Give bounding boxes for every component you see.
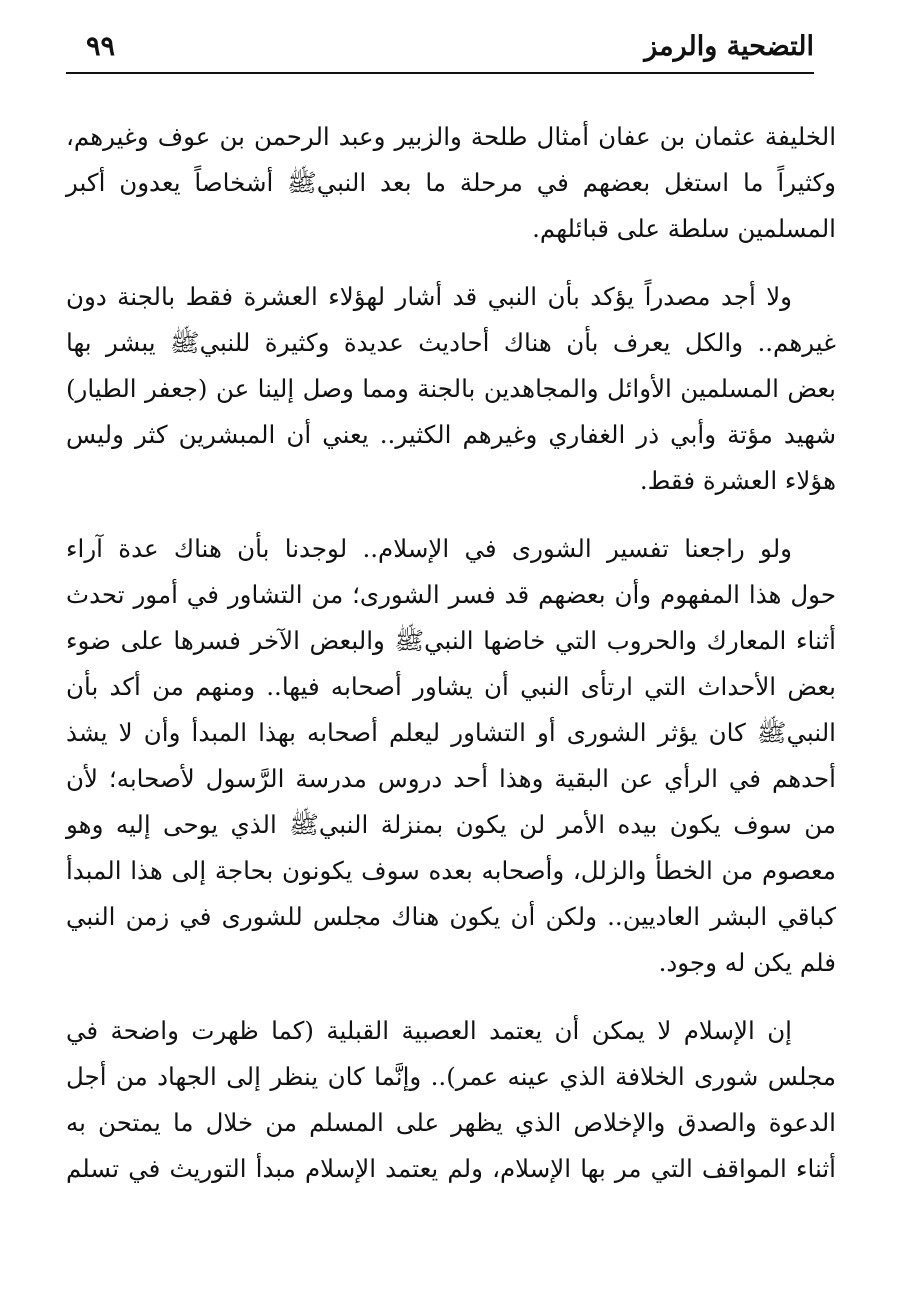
text-line: ولو راجعنا تفسير الشورى في الإسلام.. لوجدنا بأن هناك عدة آراء bbox=[66, 534, 792, 563]
running-header bbox=[66, 28, 814, 74]
text-line: كباقي البشر العاديين.. ولكن أن يكون هناك مجلس للشورى في زمن النبي bbox=[66, 902, 836, 931]
text-line: من سوف يكون بيده الأمر لن يكون بمنزلة النبيﷺ الذي يوحى إليه وهو bbox=[66, 810, 836, 839]
text-line: النبيﷺ كان يؤثر الشورى أو التشاور ليعلم أصحابه بهذا المبدأ وأن لا يشذ bbox=[66, 718, 836, 747]
page-number: ٩٩ bbox=[86, 31, 116, 62]
text-line: أثناء المواقف التي مر بها الإسلام، ولم يعتمد الإسلام مبدأ التوريث في تسلم bbox=[66, 1154, 836, 1183]
body-text bbox=[66, 114, 836, 1214]
paragraph-3 bbox=[66, 526, 836, 986]
paragraph-4 bbox=[66, 1008, 836, 1192]
chapter-title: التضحية والرمز bbox=[644, 31, 814, 62]
text-line: إن الإسلام لا يمكن أن يعتمد العصبية القبلية (كما ظهرت واضحة في bbox=[66, 1016, 792, 1045]
text-line: أثناء المعارك والحروب التي خاضها النبيﷺ والبعض الآخر فسرها على ضوء bbox=[66, 626, 836, 655]
text-line: هؤلاء العشرة فقط. bbox=[639, 466, 836, 495]
text-line: معصوم من الخطأ والزلل، وأصحابه بعده سوف يكونون بحاجة إلى هذا المبدأ bbox=[66, 856, 836, 885]
text-line: الدعوة والصدق والإخلاص الذي يظهر على المسلم من خلال ما يمتحن به bbox=[66, 1108, 836, 1137]
text-line: وكثيراً ما استغل بعضهم في مرحلة ما بعد النبيﷺ أشخاصاً يعدون أكبر bbox=[66, 168, 836, 197]
text-line: حول هذا المفهوم وأن بعضهم قد فسر الشورى؛ من التشاور في أمور تحدث bbox=[66, 580, 836, 609]
text-line: الخليفة عثمان بن عفان أمثال طلحة والزبير وعبد الرحمن بن عوف وغيرهم، bbox=[66, 122, 836, 151]
text-line: غيرهم.. والكل يعرف بأن هناك أحاديث عديدة وكثيرة للنبيﷺ يبشر بها bbox=[66, 328, 836, 357]
text-line: أحدهم في الرأي عن البقية وهذا أحد دروس مدرسة الرَّسول لأصحابه؛ لأن bbox=[66, 764, 836, 793]
text-line: بعض المسلمين الأوائل والمجاهدين بالجنة ومما وصل إلينا عن (جعفر الطيار) bbox=[66, 374, 836, 403]
text-line: شهيد مؤتة وأبي ذر الغفاري وغيرهم الكثير.. يعني أن المبشرين كثر وليس bbox=[66, 420, 836, 449]
text-line: ولا أجد مصدراً يؤكد بأن النبي قد أشار لهؤلاء العشرة فقط بالجنة دون bbox=[66, 282, 792, 311]
text-line: بعض الأحداث التي ارتأى النبي أن يشاور أصحابه فيها.. ومنهم من أكد بأن bbox=[66, 672, 836, 701]
text-line: فلم يكن له وجود. bbox=[658, 948, 836, 977]
text-line: المسلمين سلطة على قبائلهم. bbox=[532, 214, 836, 243]
paragraph-1 bbox=[66, 114, 836, 252]
paragraph-2 bbox=[66, 274, 836, 504]
text-line: مجلس شورى الخلافة الذي عينه عمر).. وإنَّما كان ينظر إلى الجهاد من أجل bbox=[66, 1062, 836, 1091]
